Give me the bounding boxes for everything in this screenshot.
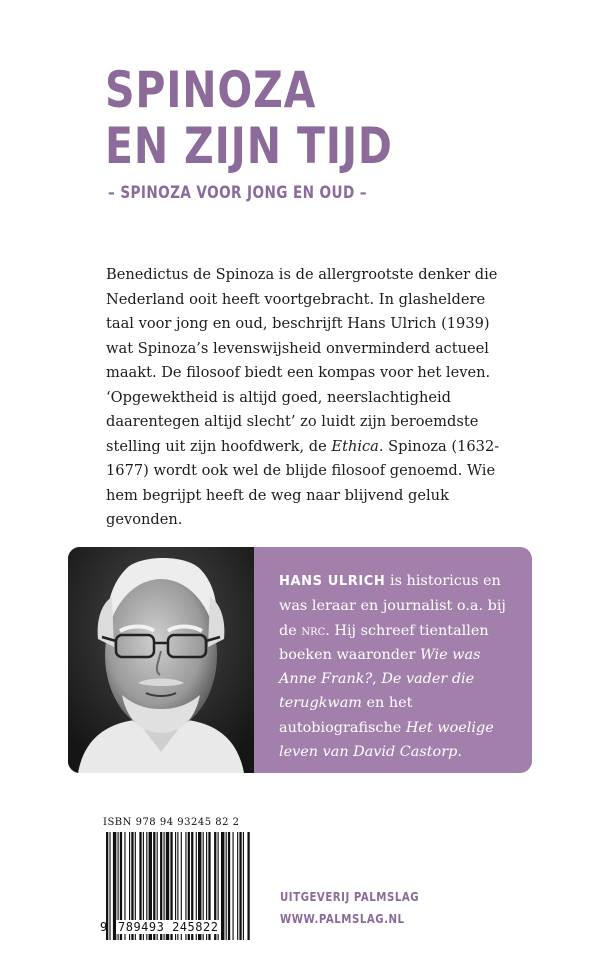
bio-book-2: De vader die terugkwam <box>279 671 475 712</box>
barcode-first-digit: 9 <box>100 920 108 934</box>
bio-newspaper: nrc <box>301 622 326 639</box>
bio-mid: . Hij schreef tientallen boeken waaronder <box>279 622 489 663</box>
author-panel <box>68 547 532 773</box>
publisher-block <box>280 886 419 930</box>
author-name: HANS ULRICH <box>279 574 386 589</box>
bio-intro: is historicus en was leraar en journalist o.a. bij de <box>279 573 506 639</box>
bio-book-1: Wie was Anne Frank? <box>279 646 481 688</box>
bio-separator: , <box>372 671 382 688</box>
book-subtitle: – SPINOZA VOOR JONG EN OUD – <box>108 183 367 203</box>
isbn-text: ISBN 978 94 93245 82 2 <box>103 817 240 828</box>
book-title <box>105 62 393 174</box>
author-bio <box>279 569 519 764</box>
blurb-work-title: Ethica <box>331 437 379 455</box>
barcode-number: 789493 245822 <box>118 920 219 934</box>
blurb-text <box>106 263 506 533</box>
author-photo <box>68 547 254 773</box>
title-line-1: SPINOZA <box>105 61 317 119</box>
blurb-part-2: . Spinoza (1632-1677) wordt ook wel de blijde filosoof genoemd. Wie hem begrijpt heeft de weg naar blijvend geluk gevonden. <box>106 437 500 528</box>
bio-book-3: Het woelige leven van David Castorp <box>279 719 494 761</box>
publisher-website: WWW.PALMSLAG.NL <box>280 912 405 926</box>
bio-end: . <box>457 744 462 761</box>
bio-and: en het autobiografische <box>279 695 413 736</box>
title-line-2: EN ZIJN TIJD <box>105 117 393 175</box>
publisher-name: UITGEVERIJ PALMSLAG <box>280 890 420 904</box>
blurb-part-1: Benedictus de Spinoza is de allergrootste denker die Nederland ooit heeft voortgebracht. In glasheldere taal voor jong en oud, beschrijft Hans Ulrich (1939) wat Spinoza’s levenswijsheid onverminderd actueel maakt. De filosoof biedt een kompas voor het leven. ‘Opgewektheid is altijd goed, neerslachtigheid daarentegen altijd slecht’ zo luidt zijn beroemdste stelling uit zijn hoofdwerk, de <box>106 266 498 455</box>
